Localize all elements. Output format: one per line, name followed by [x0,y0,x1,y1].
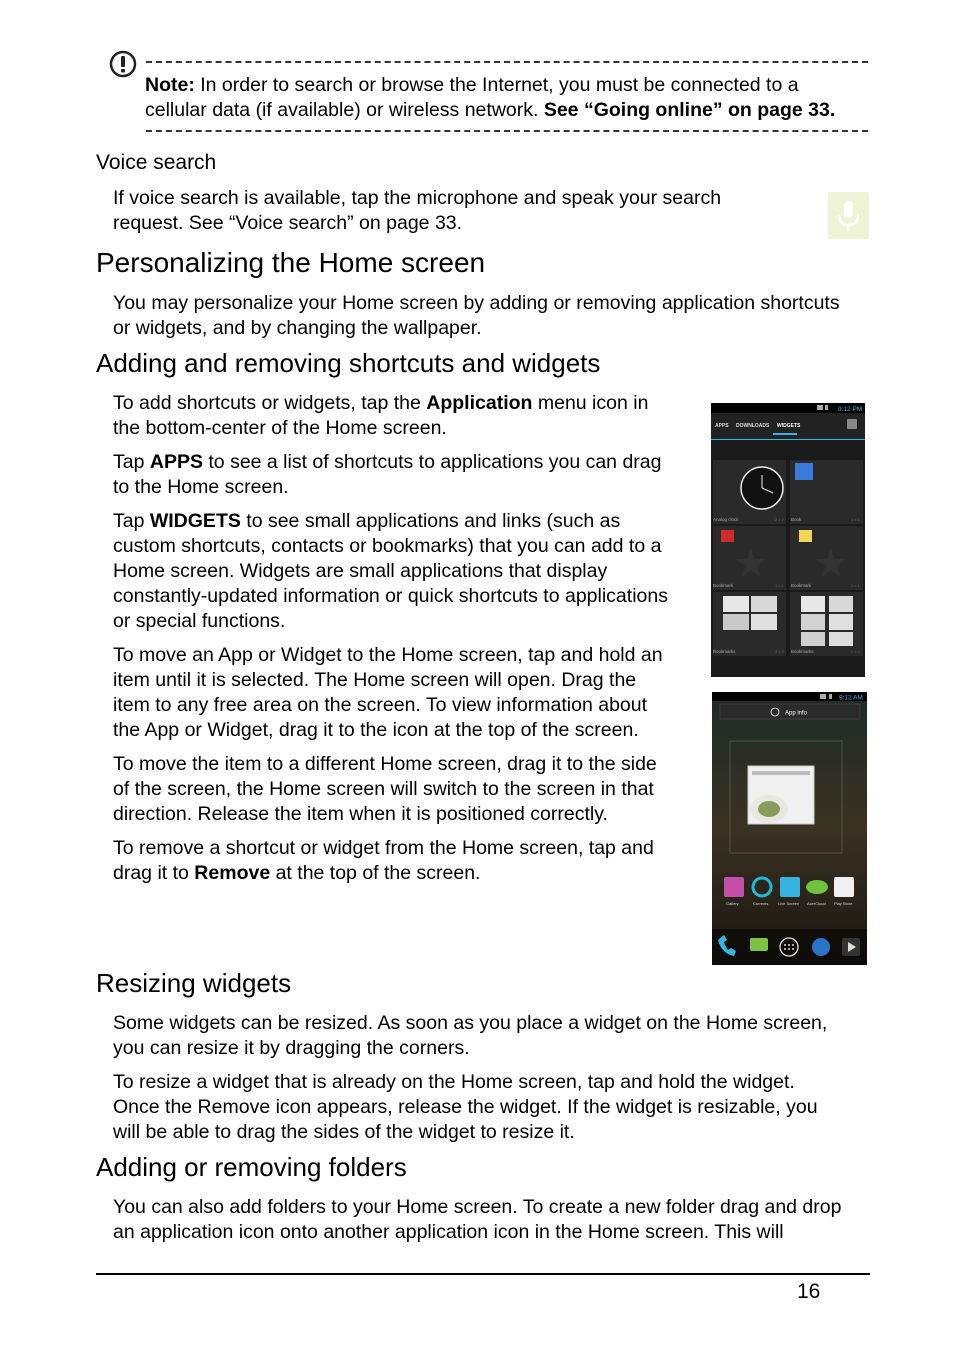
p2-line2: to the Home screen. [113,476,289,498]
dock-label-0: Gallery [726,901,739,906]
p4-line1: To move an App or Widget to the Home screen, tap and hold an [113,644,663,666]
adding-paragraph-6 [113,836,703,886]
gallery-icon [724,877,744,897]
home-screen-screenshot [712,692,867,965]
note-label: Note: [145,74,195,96]
note-top-divider [146,61,868,63]
play-store-icon [834,877,854,897]
svg-text:2 x 2: 2 x 2 [775,517,784,522]
browser-icon [812,938,830,956]
status-time: 9:12 AM [839,694,863,702]
adding-paragraph-3 [113,509,703,634]
application-term: Application [426,392,533,414]
signal-icon [817,405,823,410]
battery-icon [825,405,828,410]
p4-line4: the App or Widget, drag it to the icon at the top of the screen. [113,719,639,741]
p1-a: To add shortcuts or widgets, tap the [113,392,427,414]
tab-downloads: DOWNLOADS [736,423,770,429]
widget-label-1: Book [791,517,802,522]
book-icon [795,463,813,480]
status-time: 9:12 PM [838,406,863,413]
folders-line1: You can also add folders to your Home screen. To create a new folder drag and drop [113,1196,842,1218]
folders-heading: Adding or removing folders [96,1152,407,1182]
widget-label-5: Bookmarks [791,649,814,654]
dock-label-1: Currents [753,901,769,906]
warning-icon [109,50,137,78]
resizing-p1-line1: Some widgets can be resized. As soon as you place a widget on the Home screen, [113,1012,828,1034]
p5-line1: To move the item to a different Home screen, drag it to the side [113,753,657,775]
resizing-heading: Resizing widgets [96,968,292,998]
p4-line2: item until it is selected. The Home screen will open. Drag the [113,669,637,691]
p3-line5: or special functions. [113,610,286,632]
p4-line3: item to any free area on the screen. To view information about [113,694,648,716]
folders-line2: an application icon onto another application icon in the Home screen. This will [113,1221,784,1243]
resizing-p2-line1: To resize a widget that is already on the Home screen, tap and hold the widget. [113,1071,795,1093]
microphone-icon [828,192,869,239]
folders-paragraph [113,1195,903,1245]
p5-line2: of the screen, the Home screen will switch to the screen in that [113,778,654,800]
p2-a: Tap [113,451,150,473]
note-link[interactable]: See “Going online” on page 33. [543,99,836,121]
note-text [145,73,875,123]
svg-text:1 x 1: 1 x 1 [851,517,860,522]
remove-term: Remove [194,862,271,884]
resizing-paragraph-2 [113,1070,903,1145]
p6-c: at the top of the screen. [270,862,481,884]
resizing-p2-line2: Once the Remove icon appears, release the widget. If the widget is resizable, you [113,1096,818,1118]
personalizing-paragraph [113,291,883,341]
note-line2: cellular data (if available) or wireless network. [145,99,544,121]
adding-paragraph-2 [113,450,703,500]
tab-apps: APPS [715,423,729,429]
adding-paragraph-4 [113,643,703,743]
bookmark-icon-yellow [799,530,812,542]
note-bottom-divider [146,130,868,132]
p5-line3: direction. Release the item when it is positioned correctly. [113,803,608,825]
widget-label-2: Bookmark [713,583,734,588]
widget-label-3: Bookmark [791,583,812,588]
p2-c: to see a list of shortcuts to applications you can drag [202,451,662,473]
svg-text:1 x 1: 1 x 1 [775,583,784,588]
resizing-p2-line3: will be able to drag the sides of the widget to resize it. [113,1121,575,1143]
personalizing-line1: You may personalize your Home screen by adding or removing application shortcuts [113,292,840,314]
p3-c: to see small applications and links (such as [240,510,621,532]
adding-paragraph-5 [113,752,703,827]
bookmark-icon-red [721,530,734,542]
widget-label-4: Bookmarks [713,649,736,654]
wifi-icon [820,694,826,699]
p1-line2: the bottom-center of the Home screen. [113,417,447,439]
p3-line3: Home screen. Widgets are small applications that display [113,560,608,582]
messaging-icon [750,938,768,951]
battery-icon [829,694,832,699]
app-info-label: App info [785,710,808,717]
personalizing-heading: Personalizing the Home screen [96,247,486,278]
p6-a: drag it to [113,862,195,884]
p6-line1: To remove a shortcut or widget from the Home screen, tap and [113,837,654,859]
svg-text:2 x 2: 2 x 2 [851,649,860,654]
live-screen-icon [780,877,800,897]
store-icon [847,419,857,429]
acercloud-icon [806,880,828,894]
apps-term: APPS [149,451,203,473]
p3-line4: constantly-updated information or quick shortcuts to applications [113,585,668,607]
widgets-screenshot [711,403,865,677]
widget-label-0: Analog clock [713,517,739,522]
adding-heading: Adding and removing shortcuts and widgets [96,348,601,378]
dock-label-3: AcerCloud [807,901,826,906]
resizing-p1-line2: you can resize it by dragging the corners. [113,1037,470,1059]
personalizing-line2: or widgets, and by changing the wallpaper. [113,317,482,339]
widgets-term: WIDGETS [149,510,241,532]
voice-search-line1: If voice search is available, tap the microphone and speak your search [113,187,722,209]
tab-widgets: WIDGETS [777,423,801,429]
p1-c: menu icon in [532,392,649,414]
adding-paragraph-1 [113,391,703,441]
footer-divider [96,1273,870,1275]
page-number: 16 [797,1280,821,1303]
p3-line2: custom shortcuts, contacts or bookmarks) that you can add to a [113,535,662,557]
voice-search-heading: Voice search [96,151,217,174]
svg-text:1 x 1: 1 x 1 [851,583,860,588]
svg-text:3 x 3: 3 x 3 [775,649,784,654]
note-line1: In order to search or browse the Internet, you must be connected to a [194,74,799,96]
resizing-paragraph-1 [113,1011,903,1061]
p3-a: Tap [113,510,150,532]
voice-search-paragraph [113,186,813,236]
dock-label-2: Live Screen [778,901,800,906]
voice-search-line2: request. See “Voice search” on page 33. [113,212,463,234]
dock-label-4: Play Store [834,901,853,906]
